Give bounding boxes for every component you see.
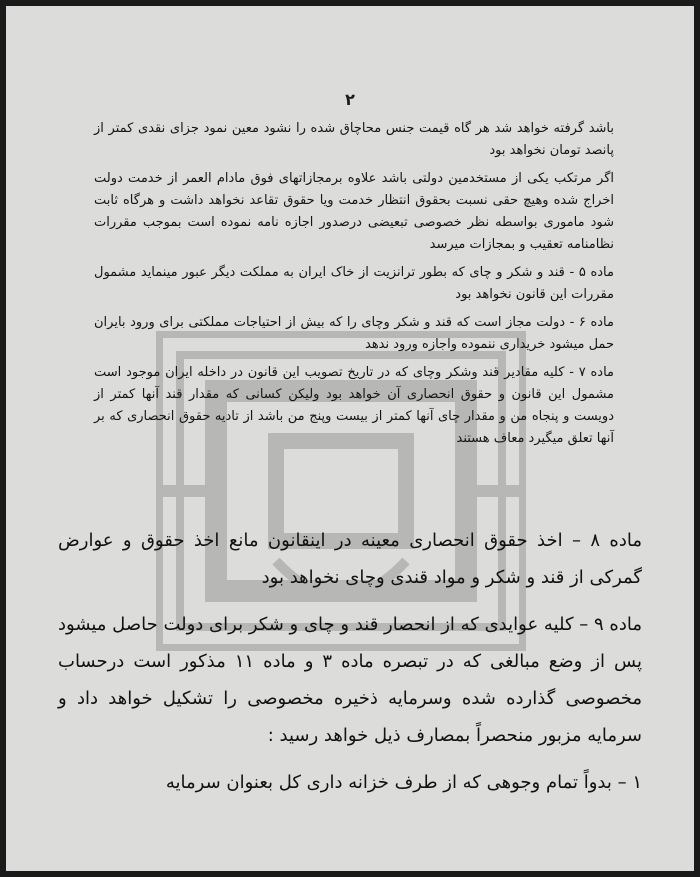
paragraph-article-5: ماده ۵ - قند و شکر و چای که بطور ترانزیت از خاک ایران به مملکت دیگر عبور مینماید مشمول مقررات این قانون نخواهد بود	[94, 265, 614, 302]
paragraph-article-8: ماده ۸ – اخذ حقوق انحصاری معینه در اینقانون مانع اخذ حقوق و عوارض گمرکی از قند و شکر و مواد قندی وچای نخواهد بود	[58, 530, 642, 588]
page-number: ۲	[345, 90, 355, 109]
document-page	[6, 6, 694, 871]
paragraph-penalty-continuation: باشد گرفته خواهد شد هر گاه قیمت جنس محاچاق شده را نشود معین نمود جزای نقدی کمتر از پانصد تومان نخواهد بود	[94, 121, 614, 158]
paragraph-government-employee: اگر مرتکب یکی از مستخدمین دولتی باشد علاوه برمجازاتهای فوق مادام العمر از خدمت دولت اخراج شده وهیچ حقی نسبت بحقوق انتظار خدمت ویا حقوق تقاعد نخواهد داشت و هرگاه ثابت شود ماموری بواسطه نظر خصوصی تبعیضی درصدور اجازه نامه نموده است بموجب مقررات نظامنامه تعقیب و بمجازات میرسد	[94, 171, 614, 252]
paragraph-article-6: ماده ۶ - دولت مجاز است که قند و شکر وچای را که بیش از احتیاجات مملکتی برای ورود بایران حمل میشود خریداری ننموده واجازه ورود ندهد	[94, 315, 614, 352]
paragraph-clause-1: ۱ – بدواً تمام وجوهی که از طرف خزانه داری کل بعنوان سرمایه	[165, 772, 642, 793]
large-text-block	[58, 522, 642, 801]
small-text-block	[94, 118, 614, 450]
paragraph-article-7: ماده ۷ - کلیه مقادیر قند وشکر وچای که در تاریخ تصویب این قانون در داخله ایران موجود است مشمول این قانون و حقوق انحصاری آن خواهد بود ولیکن کسانی که مقدار قند آنها کمتر از دویست و پنجاه من و مقدار چای آنها کمتر از بیست وپنج من باشد از تادیه حقوق انحصاری که بر آنها تعلق میگیرد معاف هستند	[94, 365, 614, 446]
paragraph-article-9: ماده ۹ – کلیه عوایدی که از انحصار قند و چای و شکر برای دولت حاصل میشود پس از وضع مبالغی که در تبصره ماده ۳ و ماده ۱۱ مذکور است درحساب مخصوصی گذارده شده وسرمایه ذخیره مخصوصی را تشکیل خواهد داد و سرمایه مزبور منحصراً بمصارف ذیل خواهد رسید :	[58, 614, 642, 746]
